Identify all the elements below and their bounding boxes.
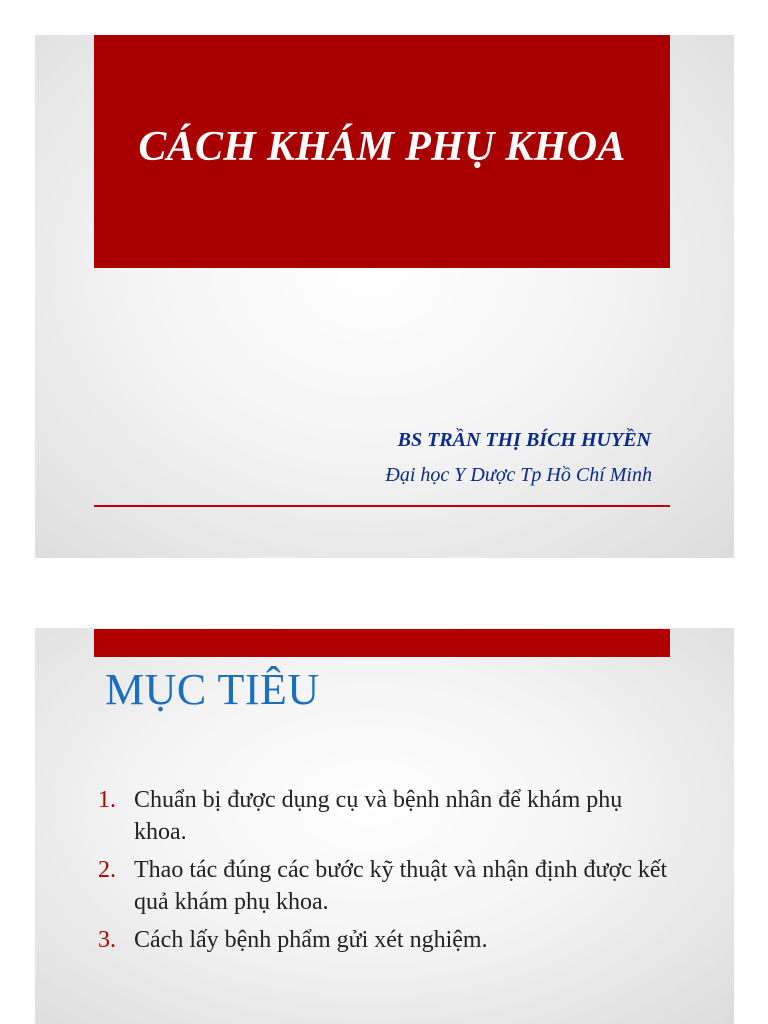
objective-number: 2.	[98, 857, 116, 883]
objective-text: Cách lấy bệnh phẩm gửi xét nghiệm.	[134, 927, 488, 953]
objective-number: 1.	[98, 787, 116, 813]
header-bar	[94, 629, 670, 657]
author-name: BS TRẦN THỊ BÍCH HUYỀN	[397, 429, 651, 451]
title-banner	[94, 35, 670, 268]
title-slide	[35, 35, 734, 558]
objective-item-2	[98, 854, 678, 918]
objectives-list	[98, 784, 678, 962]
objective-item-3	[98, 924, 678, 956]
objective-item-1	[98, 784, 678, 848]
objective-text: Chuẩn bị được dụng cụ và bệnh nhân để khám phụ khoa.	[134, 787, 623, 845]
objective-text: Thao tác đúng các bước kỹ thuật và nhận định được kết quả khám phụ khoa.	[134, 857, 668, 915]
slide-title: CÁCH KHÁM PHỤ KHOA	[138, 123, 626, 170]
author-affiliation: Đại học Y Dược Tp Hồ Chí Minh	[385, 464, 652, 486]
divider-line	[94, 505, 670, 507]
objective-number: 3.	[98, 927, 116, 953]
objectives-slide	[35, 628, 734, 1024]
section-heading: MỤC TIÊU	[105, 665, 320, 714]
